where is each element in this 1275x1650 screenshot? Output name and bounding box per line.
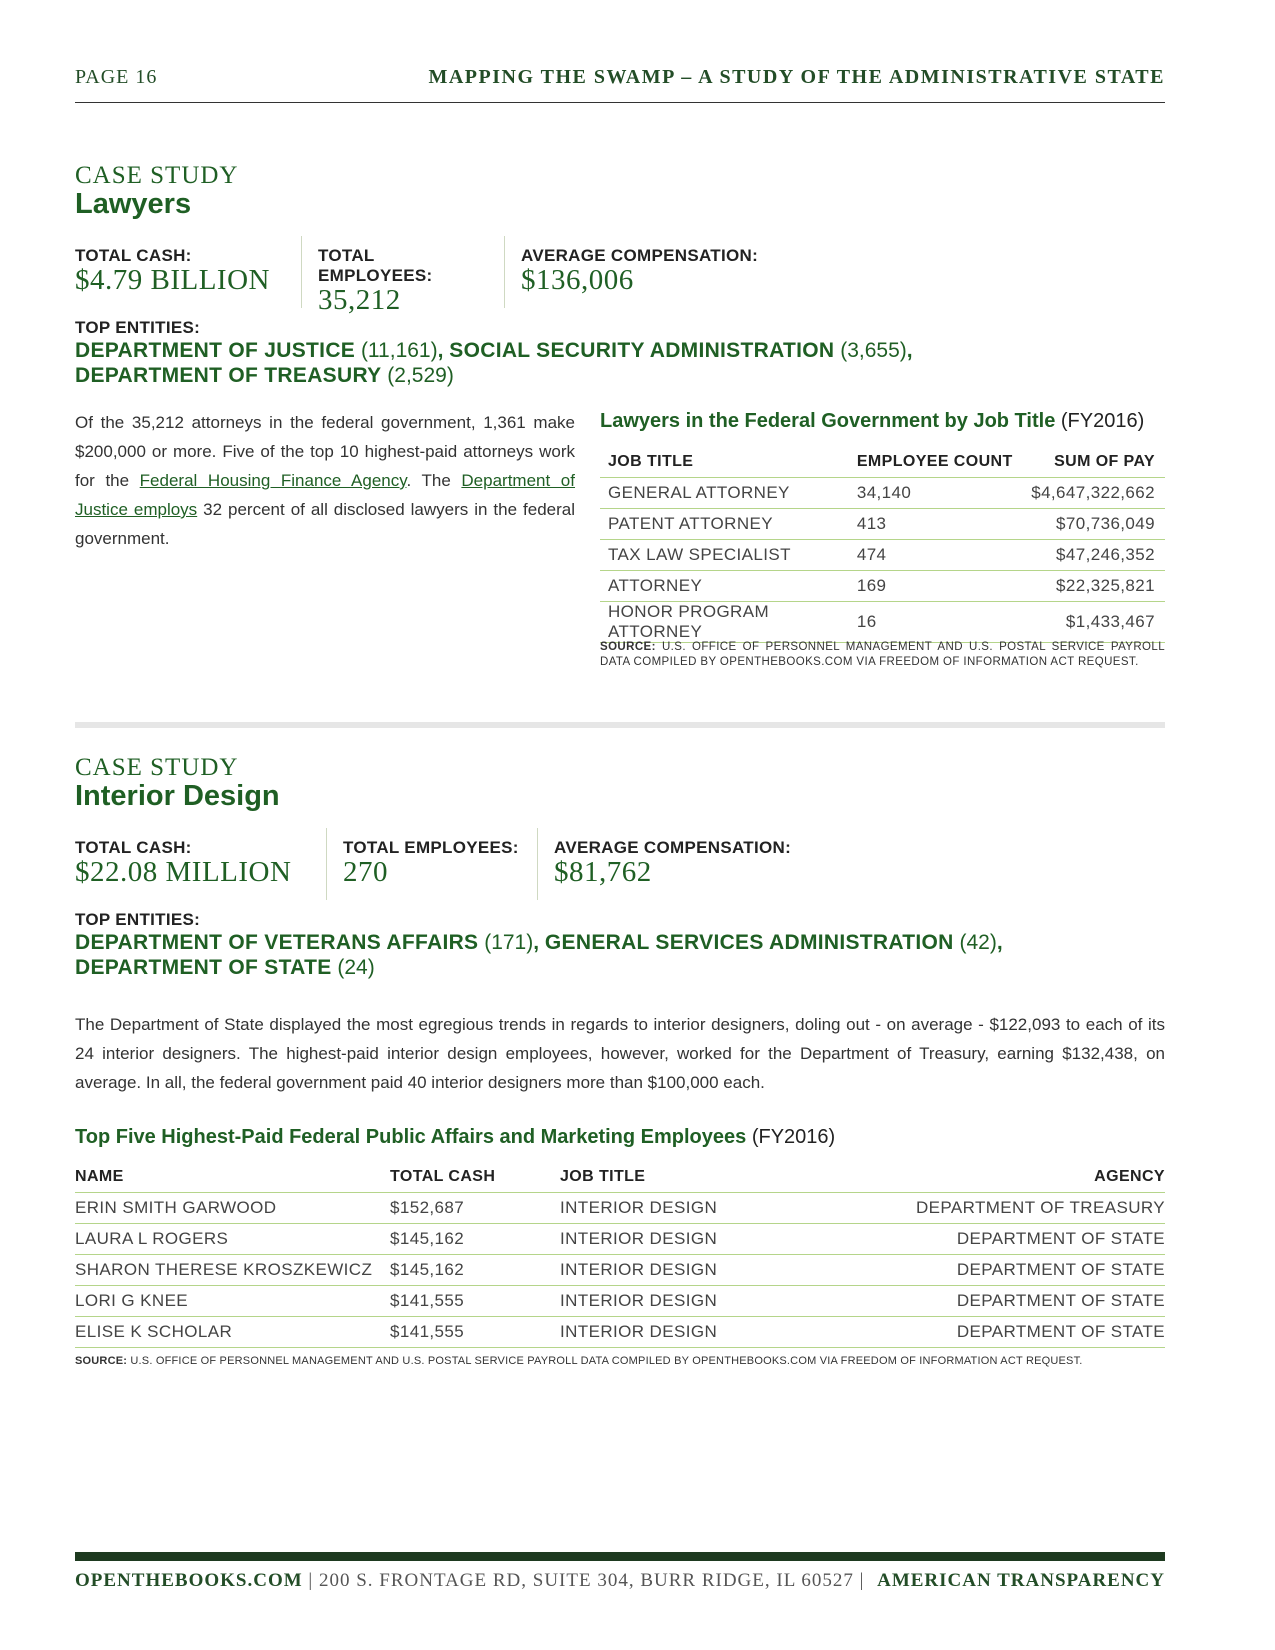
cell-name: LORI G KNEE bbox=[75, 1286, 390, 1317]
table-header-row bbox=[600, 453, 1165, 478]
section-divider bbox=[75, 722, 1165, 728]
cell-name: LAURA L ROGERS bbox=[75, 1224, 390, 1255]
interior-design-source-note bbox=[75, 1354, 1165, 1369]
entity-count: (171) bbox=[484, 931, 534, 954]
table-row bbox=[75, 1193, 1165, 1224]
entity-name: DEPARTMENT OF JUSTICE bbox=[75, 339, 356, 362]
top-entities-interior-design bbox=[75, 910, 1165, 980]
table-row bbox=[600, 509, 1165, 540]
cell-job-title: PATENT ATTORNEY bbox=[600, 509, 857, 540]
table-title-text: Lawyers in the Federal Government by Job Title bbox=[600, 410, 1056, 432]
stat-label: AVERAGE COMPENSATION: bbox=[554, 838, 792, 857]
cell-name: SHARON THERESE KROSZKEWICZ bbox=[75, 1255, 390, 1286]
table-row bbox=[75, 1286, 1165, 1317]
cell-job-title: INTERIOR DESIGN bbox=[560, 1317, 810, 1348]
cell-sum-of-pay: $1,433,467 bbox=[1031, 602, 1165, 643]
case-title: Interior Design bbox=[75, 780, 280, 812]
stat-label: TOTAL EMPLOYEES: bbox=[343, 838, 519, 857]
stat-value: $136,006 bbox=[521, 264, 634, 296]
entity-count: (2,529) bbox=[387, 364, 454, 387]
entity-count: (3,655) bbox=[840, 339, 907, 362]
lawyers-table-title bbox=[600, 410, 1144, 433]
cell-total-cash: $145,162 bbox=[390, 1224, 560, 1255]
table-title-year: (FY2016) bbox=[751, 1126, 836, 1148]
body-text-part: 32 percent of all disclosed lawyers in the federal government. bbox=[75, 500, 575, 548]
table-row bbox=[75, 1255, 1165, 1286]
case-study-interior-design bbox=[75, 754, 1165, 813]
cell-agency: DEPARTMENT OF TREASURY bbox=[810, 1193, 1165, 1224]
entity-count: (24) bbox=[337, 956, 375, 979]
table-row bbox=[600, 571, 1165, 602]
lawyers-body-text bbox=[75, 408, 575, 553]
cell-agency: DEPARTMENT OF STATE bbox=[810, 1317, 1165, 1348]
cell-job-title: ATTORNEY bbox=[600, 571, 857, 602]
footer-org: AMERICAN TRANSPARENCY bbox=[877, 1570, 1165, 1591]
top-entities-label: TOP ENTITIES: bbox=[75, 910, 201, 929]
link-doj-employs[interactable]: Department of Justice employs bbox=[75, 471, 575, 519]
col-employee-count: EMPLOYEE COUNT bbox=[856, 453, 1013, 470]
footer-bar bbox=[75, 1552, 1165, 1561]
table-row bbox=[75, 1317, 1165, 1348]
cell-agency: DEPARTMENT OF STATE bbox=[810, 1255, 1165, 1286]
col-job-title: JOB TITLE bbox=[560, 1168, 646, 1185]
case-kicker: CASE STUDY bbox=[75, 162, 239, 189]
cell-job-title: INTERIOR DESIGN bbox=[560, 1255, 810, 1286]
table-row bbox=[600, 540, 1165, 571]
cell-sum-of-pay: $70,736,049 bbox=[1031, 509, 1165, 540]
entity-name: DEPARTMENT OF TREASURY bbox=[75, 364, 382, 387]
cell-employee-count: 16 bbox=[857, 602, 1031, 643]
interior-design-body-text: The Department of State displayed the most egregious trends in regards to interior designers, doling out - on average - $122,093 to each of its 24 interior designers. The highest-paid interior design employees, however, worked for the Department of Treasury, earning $132,438, on average. In all, the federal government paid 40 interior designers more than $100,000 each. bbox=[75, 1015, 1165, 1092]
stat-label: TOTAL EMPLOYEES: bbox=[318, 246, 433, 285]
page-number: PAGE 16 bbox=[75, 66, 158, 88]
cell-total-cash: $141,555 bbox=[390, 1317, 560, 1348]
page-header bbox=[75, 62, 1165, 103]
col-total-cash: TOTAL CASH bbox=[390, 1168, 496, 1185]
cell-job-title: INTERIOR DESIGN bbox=[560, 1193, 810, 1224]
col-sum-of-pay: SUM OF PAY bbox=[1054, 453, 1155, 470]
top-entities-list: DEPARTMENT OF VETERANS AFFAIRS (171), GENERAL SERVICES ADMINISTRATION (42), DEPARTMENT OF STATE (24) bbox=[75, 931, 1003, 979]
top-entities-label: TOP ENTITIES: bbox=[75, 318, 201, 337]
footer-site: OPENTHEBOOKS.COM bbox=[75, 1570, 303, 1591]
stat-label: TOTAL CASH: bbox=[75, 246, 192, 265]
table-row bbox=[75, 1224, 1165, 1255]
case-title: Lawyers bbox=[75, 188, 192, 220]
entity-name: DEPARTMENT OF VETERANS AFFAIRS bbox=[75, 931, 479, 954]
top-entities-lawyers bbox=[75, 318, 1165, 388]
source-label: SOURCE: bbox=[600, 641, 656, 653]
table-row bbox=[600, 478, 1165, 509]
stat-value: $22.08 MILLION bbox=[75, 856, 292, 888]
footer-separator: | bbox=[853, 1570, 865, 1591]
lawyers-job-title-table bbox=[600, 453, 1165, 643]
cell-job-title: INTERIOR DESIGN bbox=[560, 1224, 810, 1255]
lawyers-source-note bbox=[600, 640, 1165, 670]
entity-name: SOCIAL SECURITY ADMINISTRATION bbox=[449, 339, 835, 362]
interior-design-table-title bbox=[75, 1126, 835, 1149]
cell-employee-count: 474 bbox=[857, 540, 1031, 571]
stat-average-compensation bbox=[554, 828, 830, 900]
cell-agency: DEPARTMENT OF STATE bbox=[810, 1224, 1165, 1255]
stat-label: AVERAGE COMPENSATION: bbox=[521, 246, 759, 265]
stats-row-lawyers bbox=[75, 236, 813, 316]
cell-name: ELISE K SCHOLAR bbox=[75, 1317, 390, 1348]
body-text-part: . The bbox=[406, 471, 462, 490]
stat-total-employees bbox=[318, 236, 505, 316]
col-name: NAME bbox=[75, 1168, 124, 1185]
stat-value: 35,212 bbox=[318, 284, 401, 316]
entity-name: DEPARTMENT OF STATE bbox=[75, 956, 332, 979]
table-row bbox=[600, 602, 1165, 643]
table-title-year: (FY2016) bbox=[1060, 410, 1145, 432]
top-entities-list: DEPARTMENT OF JUSTICE (11,161), SOCIAL SECURITY ADMINISTRATION (3,655), DEPARTMENT OF TREASURY (2,529) bbox=[75, 339, 913, 387]
interior-design-employees-table bbox=[75, 1168, 1165, 1348]
page-footer bbox=[75, 1570, 1165, 1592]
cell-sum-of-pay: $22,325,821 bbox=[1031, 571, 1165, 602]
cell-employee-count: 34,140 bbox=[857, 478, 1031, 509]
entity-name: GENERAL SERVICES ADMINISTRATION bbox=[544, 931, 954, 954]
source-text: U.S. OFFICE OF PERSONNEL MANAGEMENT AND U.S. POSTAL SERVICE PAYROLL DATA COMPILED BY OPENTHEBOOKS.COM VIA FREEDOM OF INFORMATION ACT REQUEST. bbox=[130, 1355, 1083, 1367]
running-title: MAPPING THE SWAMP – A STUDY OF THE ADMINISTRATIVE STATE bbox=[428, 66, 1165, 88]
cell-job-title: INTERIOR DESIGN bbox=[560, 1286, 810, 1317]
stat-value: $4.79 BILLION bbox=[75, 264, 270, 296]
source-label: SOURCE: bbox=[75, 1355, 128, 1367]
table-title-text: Top Five Highest-Paid Federal Public Affairs and Marketing Employees bbox=[75, 1126, 747, 1148]
stat-total-employees bbox=[343, 828, 538, 900]
footer-address: 200 S. FRONTAGE RD, SUITE 304, BURR RIDGE, IL 60527 bbox=[318, 1570, 854, 1591]
cell-name: ERIN SMITH GARWOOD bbox=[75, 1193, 390, 1224]
footer-separator: | bbox=[302, 1570, 319, 1591]
cell-sum-of-pay: $47,246,352 bbox=[1031, 540, 1165, 571]
cell-agency: DEPARTMENT OF STATE bbox=[810, 1286, 1165, 1317]
stat-value: 270 bbox=[343, 856, 388, 888]
cell-employee-count: 413 bbox=[857, 509, 1031, 540]
stat-value: $81,762 bbox=[554, 856, 652, 888]
col-agency: AGENCY bbox=[1094, 1168, 1165, 1185]
cell-job-title: GENERAL ATTORNEY bbox=[600, 478, 857, 509]
entity-count: (11,161) bbox=[360, 339, 438, 362]
case-kicker: CASE STUDY bbox=[75, 754, 239, 781]
stat-total-cash bbox=[75, 236, 302, 308]
source-text: U.S. OFFICE OF PERSONNEL MANAGEMENT AND U.S. POSTAL SERVICE PAYROLL DATA COMPILED BY OPENTHEBOOKS.COM VIA FREEDOM OF INFORMATION ACT REQUEST. bbox=[600, 641, 1165, 668]
cell-total-cash: $141,555 bbox=[390, 1286, 560, 1317]
cell-sum-of-pay: $4,647,322,662 bbox=[1031, 478, 1165, 509]
stat-label: TOTAL CASH: bbox=[75, 838, 192, 857]
link-fhfa[interactable]: Federal Housing Finance Agency bbox=[139, 471, 407, 490]
cell-employee-count: 169 bbox=[857, 571, 1031, 602]
stats-row-interior-design bbox=[75, 828, 846, 900]
body-text-part: Of the 35,212 attorneys in the federal government, 1,361 make $200,000 or more. Five of the top 10 highest-paid attorneys work for the bbox=[75, 413, 575, 490]
stat-average-compensation bbox=[521, 236, 797, 308]
cell-total-cash: $152,687 bbox=[390, 1193, 560, 1224]
cell-total-cash: $145,162 bbox=[390, 1255, 560, 1286]
cell-job-title: HONOR PROGRAM ATTORNEY bbox=[600, 602, 857, 643]
table-header-row bbox=[75, 1168, 1165, 1193]
cell-job-title: TAX LAW SPECIALIST bbox=[600, 540, 857, 571]
stat-total-cash bbox=[75, 828, 327, 900]
case-study-lawyers bbox=[75, 162, 1165, 221]
entity-count: (42) bbox=[959, 931, 997, 954]
col-job-title: JOB TITLE bbox=[608, 453, 694, 470]
